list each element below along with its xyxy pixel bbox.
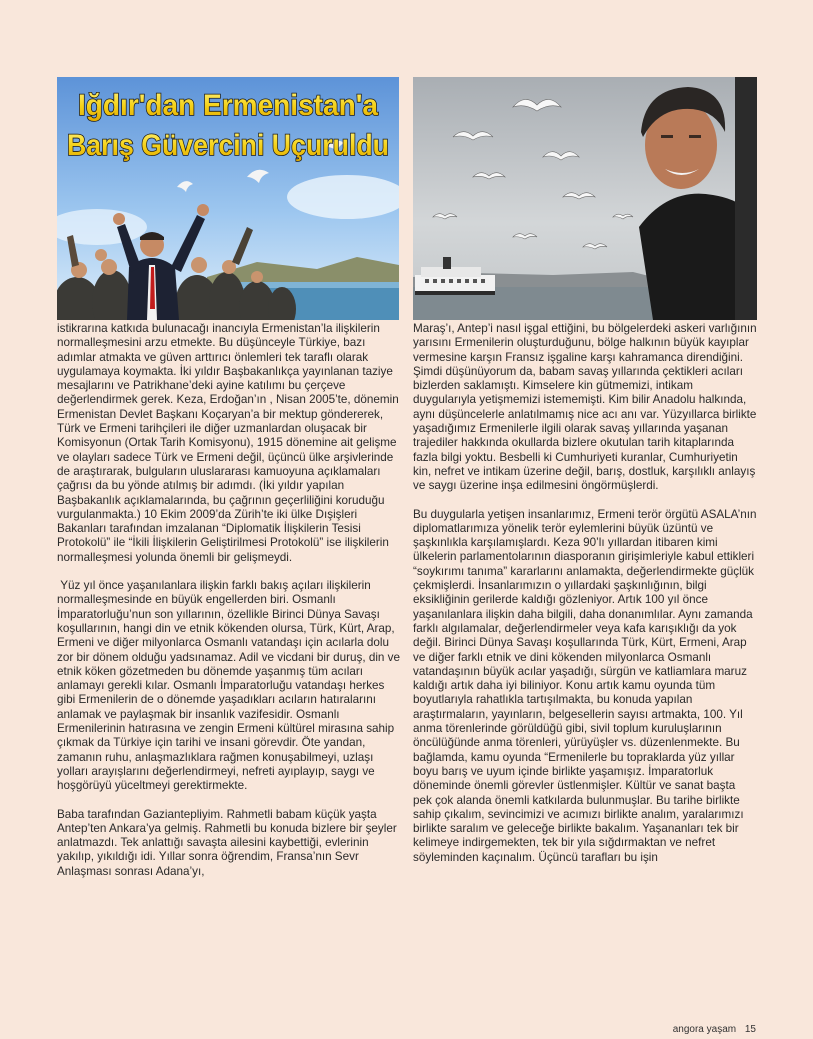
seagulls-photo-illustration (413, 77, 757, 320)
rally-photo-illustration (57, 77, 399, 320)
article-paragraph: Baba tarafından Gaziantepliyim. Rahmetli babam küçük yaşta Antep’ten Ankara’ya gelmiş. Rahmetli bu konuda bizlere bir şeyler anlatmazdı. Tek anlattığı savaşta ailesini kaybettiği, evlerinin yakılıp, yıkıldığı idi. Yıllar sonra öğrendim, Fransa’nın Sevr Anlaşması sonrası Adana’yı, (57, 807, 397, 878)
rally-photo (57, 77, 399, 320)
article-paragraph: Bu duygularla yetişen insanlarımız, Ermeni terör örgütü ASALA’nın diplomatlarımıza yönelik terör eylemlerini büyük üzüntü ve şaşkınlıkla karşılamışlardı. Keza 90’lı yıllardan itibaren kimi ülkelerin parlamentolarının diasporanın girişimleriyle kabul ettikleri “soykırımı tanıma” kararlarını anlamakta, değerlendirmekte güçlük çekmişlerdi. İnsanlarımızın o yıllardaki şaşkınlığının, bilgi eksikliğinin gerilerde kaldığı gözleniyor. Artık 100 yıl önce yaşanılanlara ilişkin daha bilgili, daha donanımlılar. Aynı zamanda farklı algılamalar, değerlendirmeler veya kafa karışıklığı da yok değil. Birinci Dünya Savaşı koşullarında Türk, Kürt, Ermeni, Arap ve diğer farklı etnik ve dini kökenden milyonlarca Osmanlı vatandaşının büyük acılar yaşadığı, sürgün ve katliamlara maruz kaldığı artık daha iyi biliniyor. Konu artık kamu oyunda tüm boyutlarıyla rahatlıkla tartışılmakta, bu konuda yapılan araştırmaların, yayınların, belgesellerin sayısı artmakta, 100. Yıl anma törenlerinde görüldüğü gibi, sivil toplum kuruluşlarının öncülüğünde anma törenleri, yürüyüşler vs. düzenlenmekte. Bu bağlamda, kamu oyunda “Ermenilerle bu topraklarda yüz yıllar boyu barış ve uyum içinde birlikte yaşamışız. İmparatorluk döneminde önemli görevler üstlenmişler. Kültür ve sanat başta pek çok alanda önemli katkılarda bulunmuşlar. Bu tarihe birlikte sahip çıkalım, sevincimizi ve acımızı birlikte analım, yaralarımızı birlikte saralım ve geleceğe birlikte bakalım. Yaşananları tek bir kelimeye indirgemekten, tek bir yıla sığdırmaktan ve nefret söyleminden kaçınalım. Üçüncü tarafları bu işin (413, 507, 757, 864)
article-paragraph: Maraş’ı, Antep’i nasıl işgal ettiğini, bu bölgelerdeki askeri varlığının yarısını Ermenilerin oluşturduğunu, bölge halkının büyük kayıplar vermesine karşın Fransız işgaline karşı kahramanca direndiğini. Şimdi düşünüyorum da, babam savaş yıllarında çektikleri acıları bizlerden saklamıştı. Kimselere kin gütmemizi, intikam duygularıyla yetişmemizi istememişti. Kim bilir Anadolu halkında, aynı düşüncelerle anlatılmamış nice acı anı var. Yüzyıllarca birlikte yaşadığımız Ermenilerle ilgili olarak savaş yıllarında yaşanan trajediler hakkında okullarda bizlere okutulan tarih kitaplarında fazla bilgi yoktu. Besbelli ki Cumhuriyeti kuranlar, Cumhuriyetin kin, nefret ve intikam üzerine değil, barış, dostluk, karşılıklı anlayış ve saygı üzerine inşa edilmesini öngörmüşlerdi. (413, 322, 757, 493)
page-footer (673, 1024, 756, 1035)
headline-line-1: Iğdır'dan Ermenistan'a (78, 89, 379, 122)
headline-line-2: Barış Güvercini Uçuruldu (67, 129, 389, 162)
article-paragraph: Yüz yıl önce yaşanılanlara ilişkin farklı bakış açıları ilişkilerin normalleşmesinde en büyük engellerden biri. Osmanlı İmparatorluğu’nun son yıllarının, özellikle Birinci Dünya Savaşı koşullarının, hangi din ve etnik kökenden olursa, Türk, Kürt, Arap, Ermeni ve diğer milyonlarca Osmanlı vatandaşı için acılarla dolu zor bir dönem olduğu yadsınamaz. Adil ve vicdani bir duruş, din ve etnik köken gözetmeden bu dönemde yaşanmış tüm acıları anlamayı gerekli kılar. Osmanlı İmparatorluğu vatandaşı herkes gibi Ermenilerin de o dönemde yaşadıkları acıların hatıralarını anlamak ve paylaşmak bir insanlık vazifesidir. Osmanlı Ermenilerinin hatırasına ve zengin Ermeni kültürel mirasına sahip çıkmak da Türkiye için tarihi ve insani görevdir. Öte yandan, zamanın ruhu, anlaşmazlıklara rağmen konuşabilmeyi, uzlaşı yolları arayışlarını değerlendirmeyi, nefreti ayıplayıp, saygı ve hoşgörüyü yüceltmeyi gerektirmekte. (57, 579, 404, 793)
article-paragraph: istikrarına katkıda bulunacağı inancıyla Ermenistan’la ilişkilerin normalleşmesini arzu etmekte. Bu düşünceyle Türkiye, bazı adımlar atmakta ve güven arttırıcı önlemleri tek taraflı olarak uygulamaya koymakta. İki yıldır Başbakanlıkça yayınlanan taziye mesajlarını ve Patrikhane’deki ayine katılımı bu çerçeve değerlendirmek gerek. Keza, Erdoğan’ın , Nisan 2005’te, dönemin Ermenistan Devlet Başkanı Koçaryan’a bir mektup göndererek, Türk ve Ermeni tarihçileri ile diğer uzmanlardan oluşacak bir Komisyonun (Ortak Tarih Komisyonu), 1915 dönemine ait gelişme ve olayları sadece Türk ve Ermeni değil, üçüncü ülke arşivlerinde de araştırarak, bulguların uluslararası kamuoyuna açıklamaları çağrısı da bu yönde atılmış bir adımdı. (İki yıldır yapılan Başbakanlık açıklamalarında, bu çağrının geçerliliğini koruduğu vurgulanmakta.) 10 Ekim 2009’da Zürih’te iki ülke Dışişleri Bakanları tarafından imzalanan “Diplomatik İlişkilerin Tesisi Protokolü” ile “İkili İlişkilerin Geliştirilmesi Protokolü” ise ilişkilerin normalleşmesi yolunda önemli bir gelişmeydi. (57, 322, 399, 564)
article-column-right (413, 322, 757, 865)
article-column-left (57, 322, 404, 879)
magazine-name: angora yaşam (672, 1024, 737, 1035)
page-number: 15 (744, 1024, 756, 1035)
seagulls-photo (413, 77, 757, 320)
